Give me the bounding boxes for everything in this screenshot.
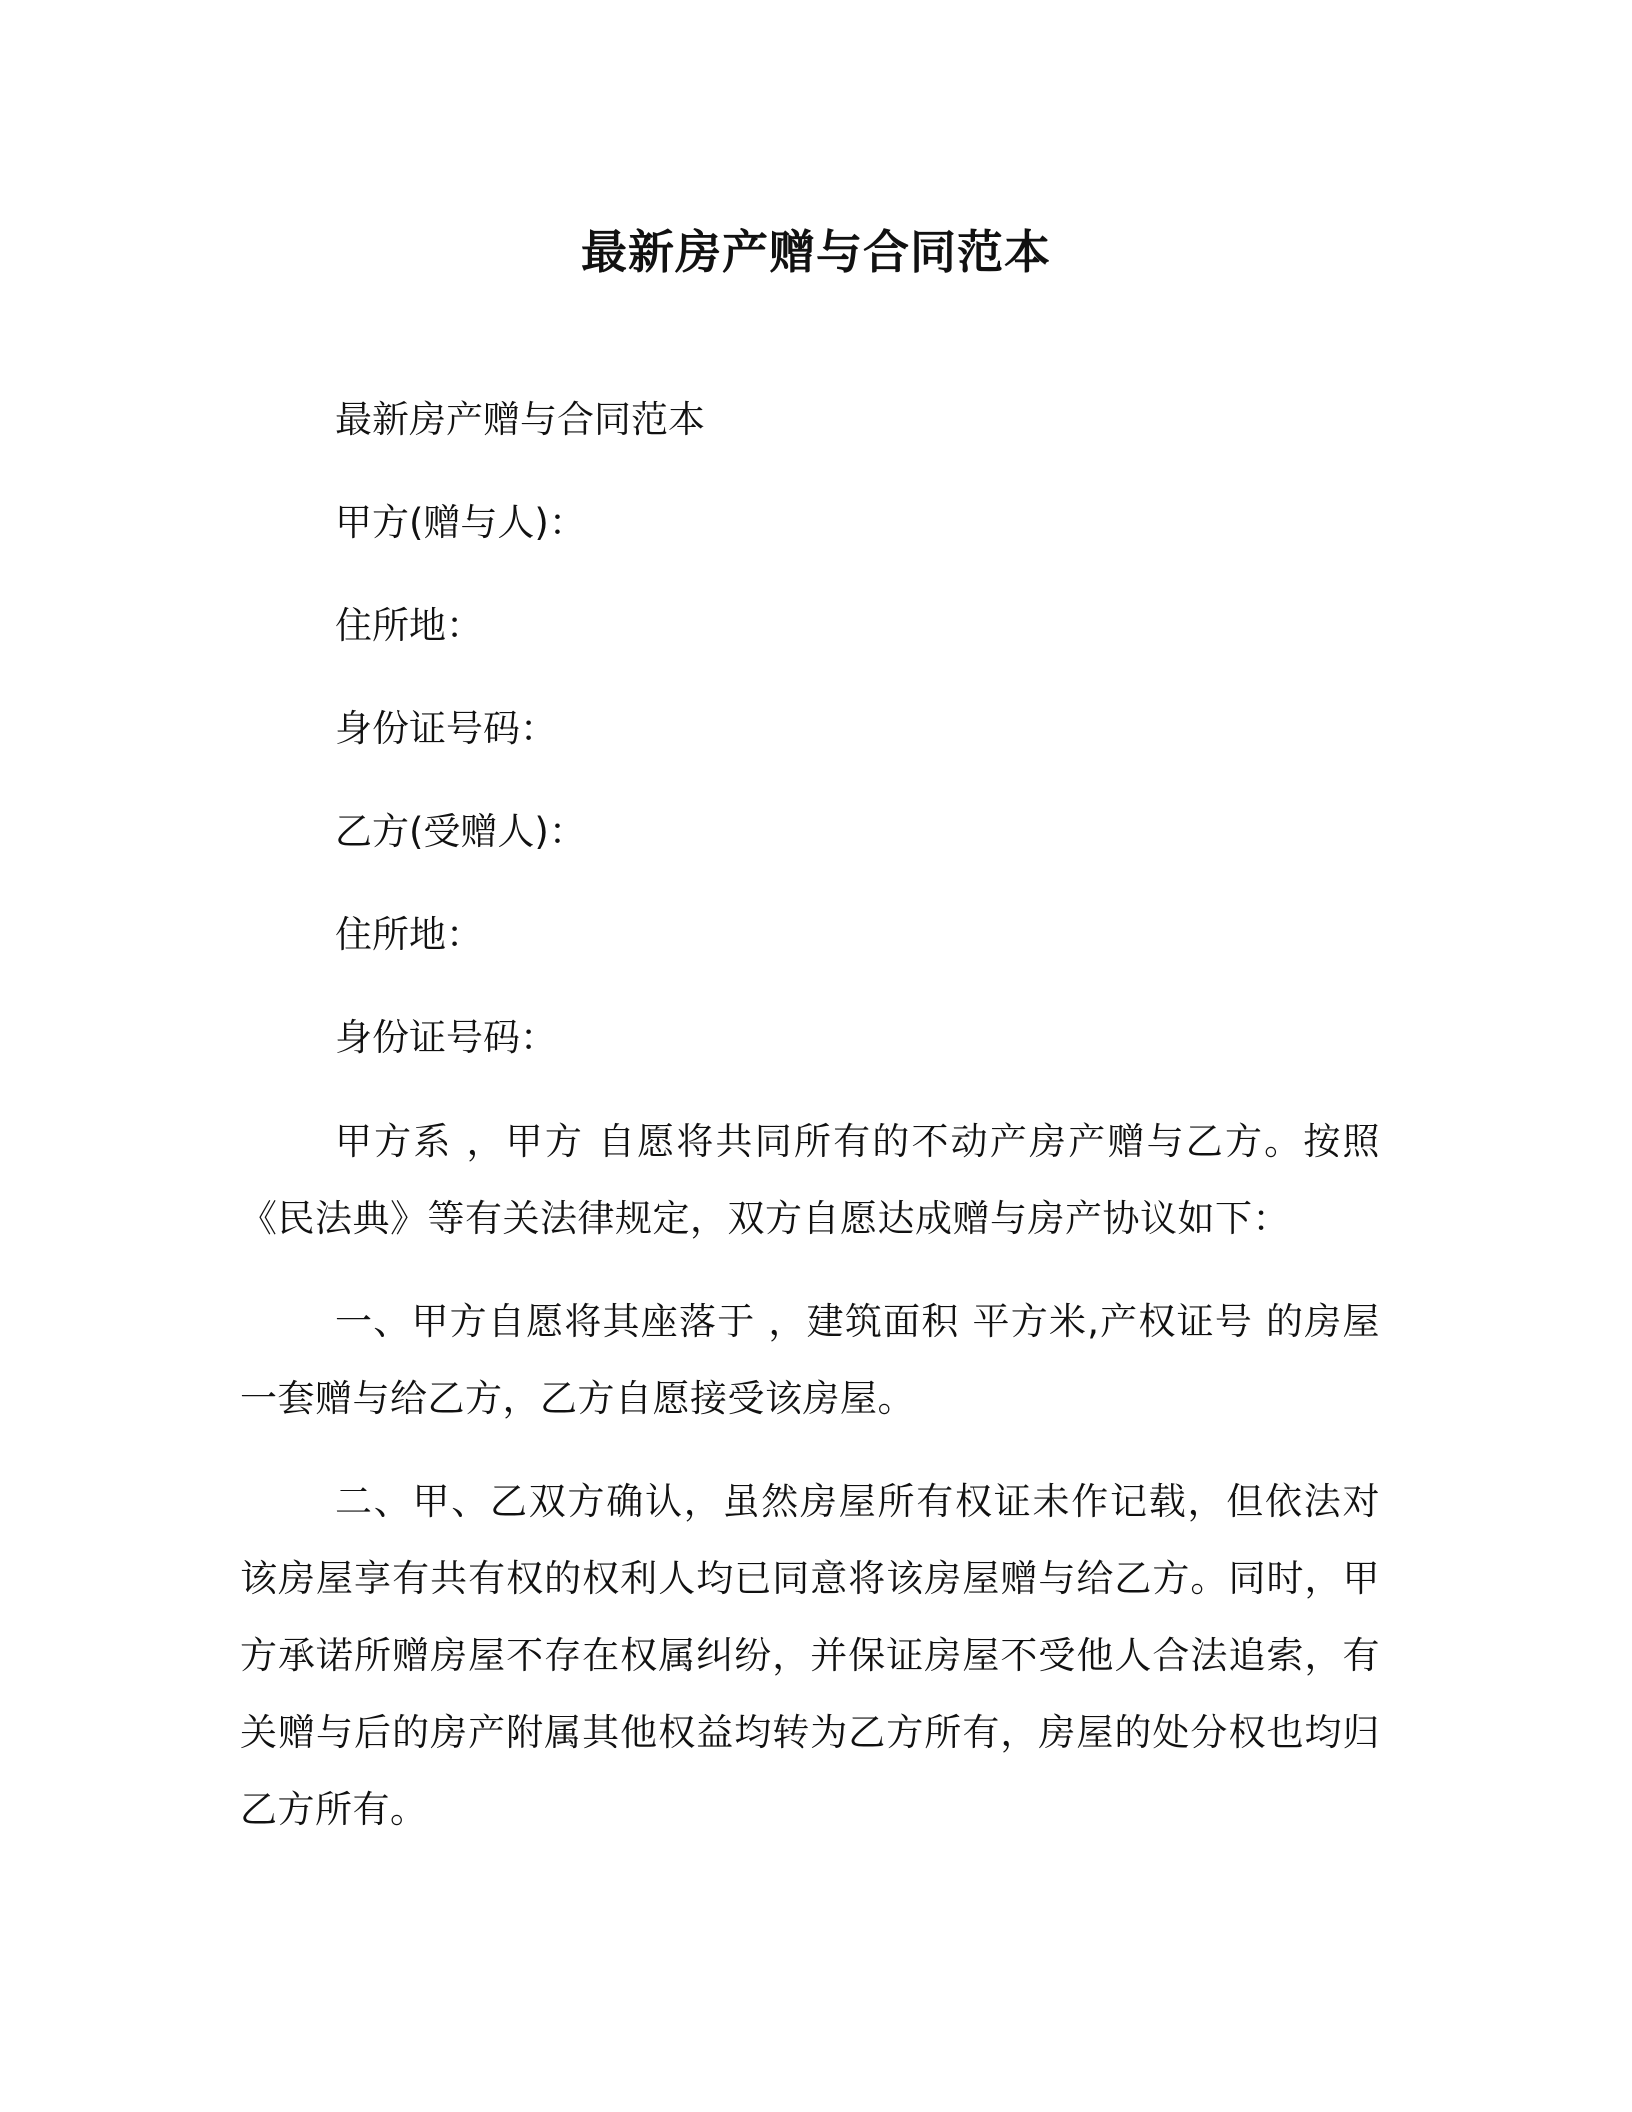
clause-two-paragraph: 二、甲、乙双方确认，虽然房屋所有权证未作记载，但依法对该房屋享有共有权的权利人均已同意将该房屋赠与给乙方。同时，甲方承诺所赠房屋不存在权属纠纷，并保证房屋不受他人合法追索，有关赠与后的房产附属其他权益均转为乙方所有，房屋的处分权也均归乙方所有。 <box>240 1480 1380 1831</box>
party-a-address-label: 住所地： <box>335 604 483 647</box>
party-b-id-label: 身份证号码： <box>335 1016 557 1059</box>
document-title: 最新房产赠与合同范本 <box>581 225 1051 279</box>
party-b-address-label: 住所地： <box>335 913 483 956</box>
clause-one-paragraph: 一、甲方自愿将其座落于 ，建筑面积 平方米,产权证号 的房屋一套赠与给乙方，乙方自愿接受该房屋。 <box>240 1300 1380 1420</box>
party-b-label: 乙方(受赠人)： <box>335 810 586 853</box>
document-subtitle: 最新房产赠与合同范本 <box>335 398 705 441</box>
party-a-id-label: 身份证号码： <box>335 707 557 750</box>
intro-paragraph: 甲方系 ，甲方 自愿将共同所有的不动产房产赠与乙方。按照《民法典》等有关法律规定，双方自愿达成赠与房产协议如下： <box>240 1120 1380 1240</box>
party-a-label: 甲方(赠与人)： <box>335 501 586 544</box>
